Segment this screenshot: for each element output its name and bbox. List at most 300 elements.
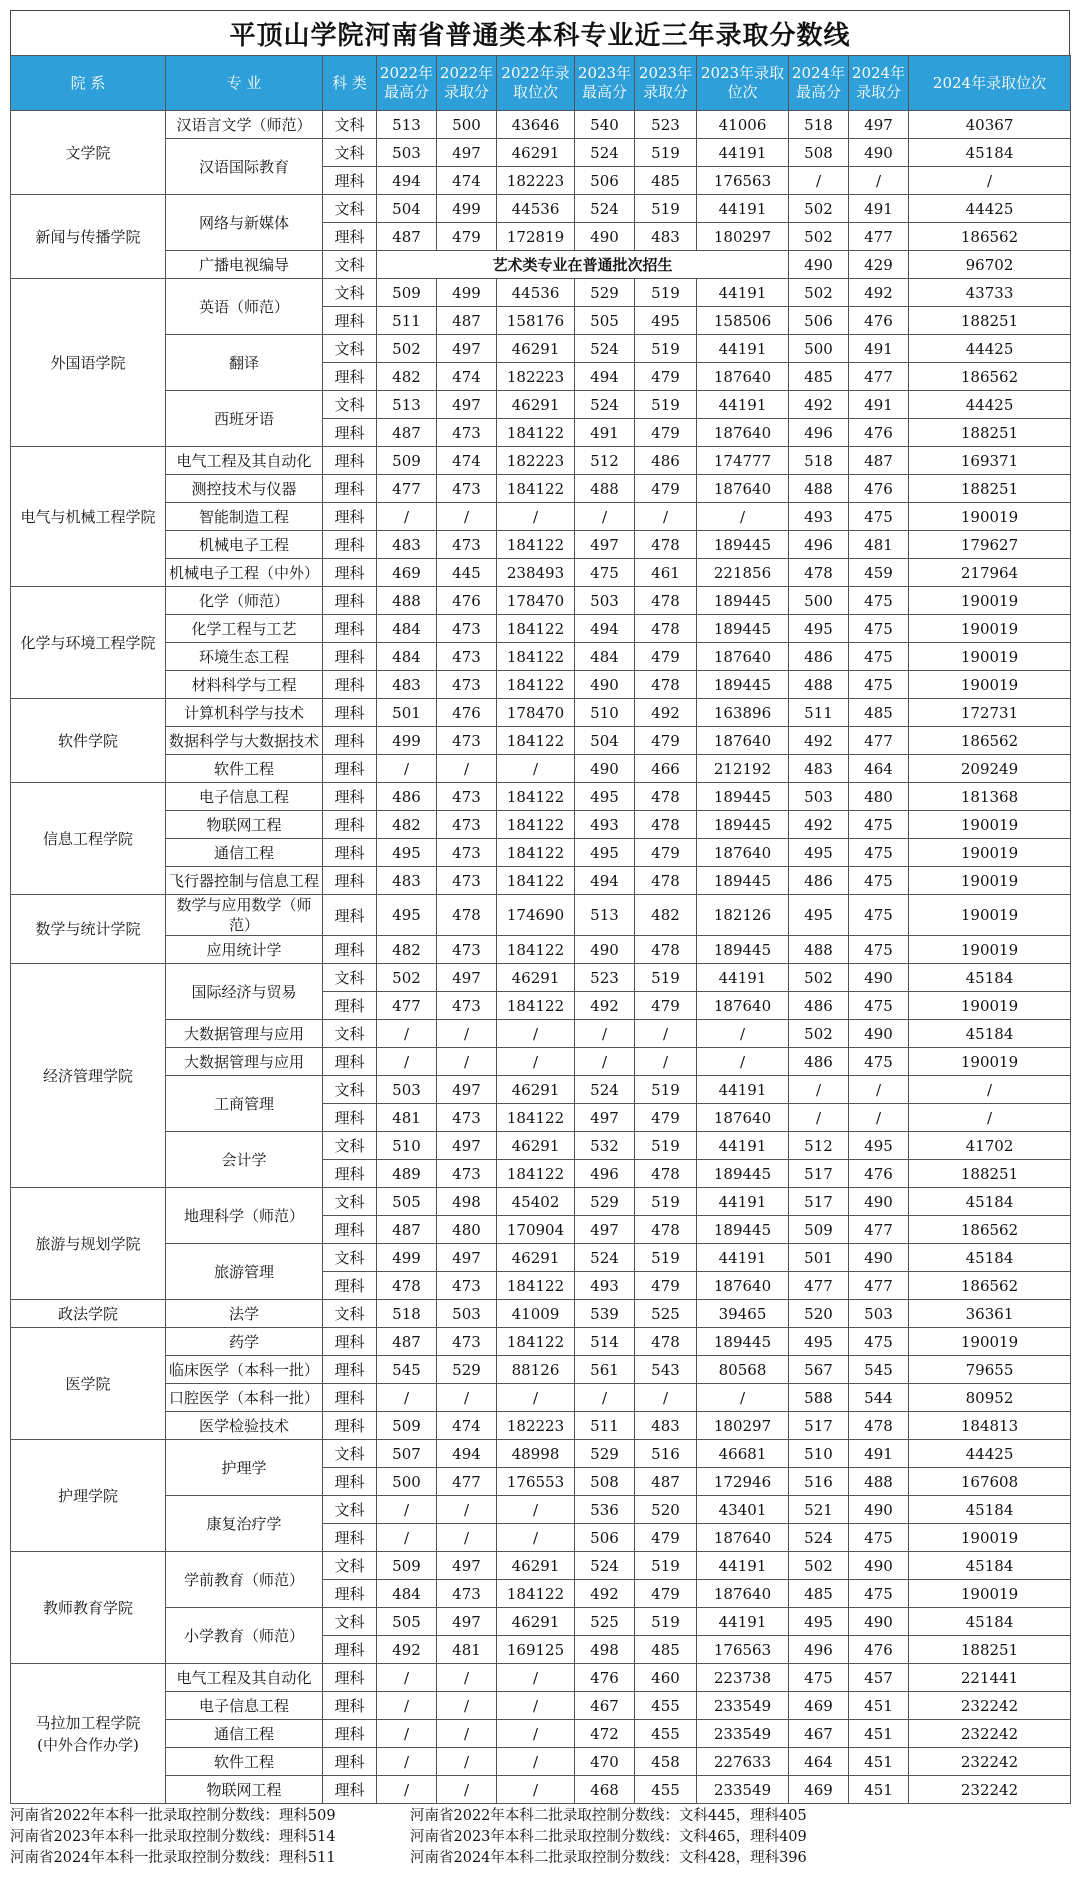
- rank-2024-cell: 45184: [909, 1020, 1071, 1048]
- rank-2023-cell: 182126: [697, 895, 789, 936]
- rank-2022-cell: /: [497, 1748, 575, 1776]
- score-2022-cell: 473: [437, 475, 497, 503]
- rank-2022-cell: 184122: [497, 992, 575, 1020]
- score-2024-cell: 545: [849, 1356, 909, 1384]
- rank-2023-cell: 223738: [697, 1664, 789, 1692]
- rank-2022-cell: 46291: [497, 1552, 575, 1580]
- table-row: [11, 1692, 1071, 1720]
- category-cell: 文科: [323, 139, 377, 167]
- max-2024-cell: 506: [789, 307, 849, 335]
- score-2022-cell: 497: [437, 964, 497, 992]
- rank-2022-cell: 184122: [497, 475, 575, 503]
- score-2023-cell: 478: [635, 615, 697, 643]
- rank-2023-cell: 41006: [697, 111, 789, 139]
- category-cell: 理科: [323, 1048, 377, 1076]
- max-2023-cell: 493: [575, 811, 635, 839]
- category-cell: 理科: [323, 1692, 377, 1720]
- major-cell: 会计学: [166, 1132, 323, 1188]
- rank-2024-cell: 188251: [909, 419, 1071, 447]
- category-cell: 文科: [323, 195, 377, 223]
- table-row: [11, 755, 1071, 783]
- rank-2024-cell: 186562: [909, 1272, 1071, 1300]
- category-cell: 文科: [323, 964, 377, 992]
- rank-2022-cell: /: [497, 1496, 575, 1524]
- category-cell: 理科: [323, 671, 377, 699]
- header-2022-score: 2022年录取分: [437, 56, 497, 111]
- rank-2023-cell: 80568: [697, 1356, 789, 1384]
- score-2024-cell: 475: [849, 1524, 909, 1552]
- major-cell: 广播电视编导: [166, 251, 323, 279]
- major-cell: 汉语言文学（师范）: [166, 111, 323, 139]
- score-2024-cell: 476: [849, 475, 909, 503]
- score-2022-cell: /: [437, 1524, 497, 1552]
- major-cell: 医学检验技术: [166, 1412, 323, 1440]
- score-2024-cell: 481: [849, 531, 909, 559]
- rank-2022-cell: 182223: [497, 1412, 575, 1440]
- rank-2023-cell: 189445: [697, 811, 789, 839]
- rank-2023-cell: 189445: [697, 1160, 789, 1188]
- category-cell: 理科: [323, 727, 377, 755]
- major-cell: 西班牙语: [166, 391, 323, 447]
- score-2024-cell: 485: [849, 699, 909, 727]
- score-2022-cell: 474: [437, 447, 497, 475]
- max-2022-cell: 499: [377, 1244, 437, 1272]
- score-2024-cell: 475: [849, 587, 909, 615]
- max-2022-cell: /: [377, 1524, 437, 1552]
- table-row: [11, 251, 1071, 279]
- max-2023-cell: 508: [575, 1468, 635, 1496]
- max-2024-cell: 524: [789, 1524, 849, 1552]
- score-2022-cell: 473: [437, 811, 497, 839]
- table-row: [11, 1300, 1071, 1328]
- max-2022-cell: 484: [377, 643, 437, 671]
- max-2022-cell: 505: [377, 1188, 437, 1216]
- score-2023-cell: 519: [635, 1132, 697, 1160]
- score-2024-cell: 488: [849, 1468, 909, 1496]
- max-2023-cell: 529: [575, 1440, 635, 1468]
- rank-2024-cell: 232242: [909, 1776, 1071, 1804]
- table-row: [11, 895, 1071, 936]
- rank-2023-cell: 187640: [697, 1580, 789, 1608]
- max-2022-cell: 513: [377, 111, 437, 139]
- category-cell: 理科: [323, 895, 377, 936]
- score-2024-cell: 475: [849, 867, 909, 895]
- table-row: [11, 1244, 1071, 1272]
- max-2023-cell: /: [575, 503, 635, 531]
- category-cell: 理科: [323, 307, 377, 335]
- max-2023-cell: 525: [575, 1608, 635, 1636]
- rank-2024-cell: 232242: [909, 1748, 1071, 1776]
- score-2023-cell: 461: [635, 559, 697, 587]
- header-2022-max: 2022年最高分: [377, 56, 437, 111]
- max-2022-cell: 487: [377, 223, 437, 251]
- category-cell: 理科: [323, 587, 377, 615]
- college-cell: 新闻与传播学院: [11, 195, 166, 279]
- major-cell: 电气工程及其自动化: [166, 1664, 323, 1692]
- max-2022-cell: /: [377, 1384, 437, 1412]
- max-2023-cell: 495: [575, 839, 635, 867]
- college-cell: 护理学院: [11, 1440, 166, 1552]
- max-2022-cell: 486: [377, 783, 437, 811]
- max-2022-cell: 511: [377, 307, 437, 335]
- score-2024-cell: 491: [849, 195, 909, 223]
- rank-2024-cell: 188251: [909, 1160, 1071, 1188]
- rank-2022-cell: /: [497, 755, 575, 783]
- score-2024-cell: 490: [849, 1608, 909, 1636]
- max-2023-cell: 524: [575, 391, 635, 419]
- max-2022-cell: 477: [377, 475, 437, 503]
- max-2024-cell: 467: [789, 1720, 849, 1748]
- max-2024-cell: 485: [789, 1580, 849, 1608]
- max-2023-cell: 498: [575, 1636, 635, 1664]
- max-2022-cell: 509: [377, 1412, 437, 1440]
- major-cell: 机械电子工程（中外）: [166, 559, 323, 587]
- major-cell: 通信工程: [166, 1720, 323, 1748]
- score-2024-cell: 491: [849, 335, 909, 363]
- rank-2023-cell: 189445: [697, 587, 789, 615]
- rank-2024-cell: 167608: [909, 1468, 1071, 1496]
- max-2023-cell: 514: [575, 1328, 635, 1356]
- rank-2022-cell: 184122: [497, 1160, 575, 1188]
- score-2024-cell: 475: [849, 1328, 909, 1356]
- max-2023-cell: 536: [575, 1496, 635, 1524]
- rank-2022-cell: 184122: [497, 671, 575, 699]
- major-cell: 汉语国际教育: [166, 139, 323, 195]
- rank-2022-cell: 176553: [497, 1468, 575, 1496]
- max-2022-cell: 503: [377, 139, 437, 167]
- max-2022-cell: /: [377, 1692, 437, 1720]
- category-cell: 理科: [323, 1636, 377, 1664]
- category-cell: 理科: [323, 1356, 377, 1384]
- major-cell: 化学工程与工艺: [166, 615, 323, 643]
- college-cell: 医学院: [11, 1328, 166, 1440]
- rank-2022-cell: /: [497, 503, 575, 531]
- score-2022-cell: 487: [437, 307, 497, 335]
- rank-2022-cell: 44536: [497, 279, 575, 307]
- max-2024-cell: 502: [789, 1020, 849, 1048]
- score-2024-cell: 490: [849, 139, 909, 167]
- major-cell: 护理学: [166, 1440, 323, 1496]
- score-2024-cell: 477: [849, 223, 909, 251]
- rank-2024-cell: /: [909, 1104, 1071, 1132]
- table-row: [11, 1188, 1071, 1216]
- max-2023-cell: 497: [575, 531, 635, 559]
- max-2023-cell: 472: [575, 1720, 635, 1748]
- max-2024-cell: 510: [789, 1440, 849, 1468]
- category-cell: 理科: [323, 223, 377, 251]
- rank-2023-cell: 174777: [697, 447, 789, 475]
- rank-2024-cell: 43733: [909, 279, 1071, 307]
- header-2024-rank: 2024年录取位次: [909, 56, 1071, 111]
- score-2023-cell: 519: [635, 391, 697, 419]
- score-2023-cell: 492: [635, 699, 697, 727]
- major-cell: 软件工程: [166, 1748, 323, 1776]
- max-2023-cell: 497: [575, 1216, 635, 1244]
- college-cell: 文学院: [11, 111, 166, 195]
- table-row: [11, 111, 1071, 139]
- score-2022-cell: 473: [437, 531, 497, 559]
- rank-2023-cell: /: [697, 1384, 789, 1412]
- category-cell: 文科: [323, 1188, 377, 1216]
- major-cell: 法学: [166, 1300, 323, 1328]
- max-2022-cell: 487: [377, 1216, 437, 1244]
- max-2022-cell: 494: [377, 167, 437, 195]
- major-cell: 物联网工程: [166, 1776, 323, 1804]
- max-2023-cell: 467: [575, 1692, 635, 1720]
- college-cell: 政法学院: [11, 1300, 166, 1328]
- max-2024-cell: 488: [789, 936, 849, 964]
- rank-2024-cell: 36361: [909, 1300, 1071, 1328]
- major-cell: 数据科学与大数据技术: [166, 727, 323, 755]
- score-2022-cell: /: [437, 1020, 497, 1048]
- max-2023-cell: 524: [575, 335, 635, 363]
- score-2024-cell: 490: [849, 1020, 909, 1048]
- max-2024-cell: 500: [789, 335, 849, 363]
- rank-2023-cell: 187640: [697, 839, 789, 867]
- score-2022-cell: 480: [437, 1216, 497, 1244]
- note-second-batch: 河南省2022年本科二批录取控制分数线：文科445，理科405: [410, 1808, 807, 1824]
- score-2024-cell: /: [849, 1104, 909, 1132]
- score-2022-cell: /: [437, 1664, 497, 1692]
- score-2024-cell: 476: [849, 1636, 909, 1664]
- rank-2024-cell: 186562: [909, 363, 1071, 391]
- score-2022-cell: 473: [437, 867, 497, 895]
- college-cell: 化学与环境工程学院: [11, 587, 166, 699]
- rank-2023-cell: 44191: [697, 1132, 789, 1160]
- rank-2022-cell: 184122: [497, 783, 575, 811]
- college-cell: 信息工程学院: [11, 783, 166, 895]
- major-cell: 临床医学（本科一批）: [166, 1356, 323, 1384]
- rank-2023-cell: 189445: [697, 936, 789, 964]
- rank-2024-cell: 190019: [909, 811, 1071, 839]
- rank-2023-cell: 187640: [697, 643, 789, 671]
- max-2022-cell: 487: [377, 1328, 437, 1356]
- score-2023-cell: 455: [635, 1776, 697, 1804]
- category-cell: 理科: [323, 1160, 377, 1188]
- score-2022-cell: 473: [437, 727, 497, 755]
- score-2023-cell: 458: [635, 1748, 697, 1776]
- score-2022-cell: 497: [437, 139, 497, 167]
- category-cell: 文科: [323, 279, 377, 307]
- max-2023-cell: 490: [575, 671, 635, 699]
- category-cell: 理科: [323, 1580, 377, 1608]
- note-row: [10, 1827, 1070, 1848]
- rank-2022-cell: 88126: [497, 1356, 575, 1384]
- table-row: [11, 279, 1071, 307]
- page-title: 平顶山学院河南省普通类本科专业近三年录取分数线: [10, 10, 1070, 55]
- rank-2022-cell: 184122: [497, 643, 575, 671]
- major-cell: 药学: [166, 1328, 323, 1356]
- score-2024-cell: 475: [849, 992, 909, 1020]
- max-2022-cell: 502: [377, 964, 437, 992]
- max-2022-cell: 505: [377, 1608, 437, 1636]
- max-2024-cell: 495: [789, 1608, 849, 1636]
- table-row: [11, 1384, 1071, 1412]
- max-2022-cell: /: [377, 755, 437, 783]
- rank-2024-cell: /: [909, 167, 1071, 195]
- score-2023-cell: 460: [635, 1664, 697, 1692]
- rank-2024-cell: 188251: [909, 1636, 1071, 1664]
- rank-2022-cell: 158176: [497, 307, 575, 335]
- rank-2022-cell: 184122: [497, 727, 575, 755]
- rank-2024-cell: 169371: [909, 447, 1071, 475]
- category-cell: 理科: [323, 363, 377, 391]
- max-2024-cell: 496: [789, 1636, 849, 1664]
- score-2023-cell: 478: [635, 811, 697, 839]
- header-major: 专 业: [166, 56, 323, 111]
- rank-2023-cell: 233549: [697, 1776, 789, 1804]
- rank-2023-cell: 163896: [697, 699, 789, 727]
- score-2024-cell: 495: [849, 1132, 909, 1160]
- category-cell: 理科: [323, 615, 377, 643]
- score-2024-cell: 459: [849, 559, 909, 587]
- major-cell: 地理科学（师范）: [166, 1188, 323, 1244]
- max-2023-cell: 492: [575, 1580, 635, 1608]
- max-2022-cell: 504: [377, 195, 437, 223]
- note-first-batch: 河南省2022年本科一批录取控制分数线：理科509: [10, 1808, 336, 1824]
- note-row: [10, 1848, 1070, 1869]
- max-2022-cell: /: [377, 1720, 437, 1748]
- max-2022-cell: 495: [377, 895, 437, 936]
- max-2024-cell: 493: [789, 503, 849, 531]
- max-2024-cell: 478: [789, 559, 849, 587]
- college-cell: 旅游与规划学院: [11, 1188, 166, 1300]
- score-2023-cell: 479: [635, 1272, 697, 1300]
- major-cell: 国际经济与贸易: [166, 964, 323, 1020]
- score-2024-cell: 477: [849, 727, 909, 755]
- rank-2023-cell: 233549: [697, 1692, 789, 1720]
- major-cell: 电子信息工程: [166, 1692, 323, 1720]
- category-cell: 文科: [323, 1440, 377, 1468]
- category-cell: 文科: [323, 1608, 377, 1636]
- score-2023-cell: /: [635, 1020, 697, 1048]
- score-2023-cell: 495: [635, 307, 697, 335]
- rank-2023-cell: 189445: [697, 783, 789, 811]
- table-row: [11, 1076, 1071, 1104]
- score-2022-cell: 473: [437, 419, 497, 447]
- max-2022-cell: 509: [377, 447, 437, 475]
- rank-2023-cell: 39465: [697, 1300, 789, 1328]
- rank-2022-cell: 170904: [497, 1216, 575, 1244]
- max-2023-cell: 506: [575, 1524, 635, 1552]
- major-cell: 小学教育（师范）: [166, 1608, 323, 1664]
- score-2022-cell: 497: [437, 335, 497, 363]
- score-2022-cell: /: [437, 1496, 497, 1524]
- score-2023-cell: 487: [635, 1468, 697, 1496]
- score-2023-cell: 478: [635, 1328, 697, 1356]
- score-2022-cell: 478: [437, 895, 497, 936]
- table-row: [11, 1748, 1071, 1776]
- major-cell: 翻译: [166, 335, 323, 391]
- score-2022-cell: 473: [437, 992, 497, 1020]
- rank-2022-cell: 184122: [497, 811, 575, 839]
- max-2024-cell: 508: [789, 139, 849, 167]
- max-2024-cell: 469: [789, 1692, 849, 1720]
- score-2022-cell: /: [437, 1720, 497, 1748]
- score-2023-cell: 478: [635, 783, 697, 811]
- score-2022-cell: 481: [437, 1636, 497, 1664]
- score-2022-cell: 445: [437, 559, 497, 587]
- max-2023-cell: 512: [575, 447, 635, 475]
- max-2023-cell: 494: [575, 363, 635, 391]
- score-2024-cell: 475: [849, 503, 909, 531]
- rank-2024-cell: 45184: [909, 1188, 1071, 1216]
- score-2023-cell: 482: [635, 895, 697, 936]
- category-cell: 理科: [323, 643, 377, 671]
- rank-2024-cell: 45184: [909, 964, 1071, 992]
- rank-2022-cell: 46291: [497, 139, 575, 167]
- major-cell: 学前教育（师范）: [166, 1552, 323, 1608]
- max-2024-cell: 488: [789, 671, 849, 699]
- rank-2023-cell: 43401: [697, 1496, 789, 1524]
- category-cell: 理科: [323, 1664, 377, 1692]
- header-2022-rank: 2022年录取位次: [497, 56, 575, 111]
- score-2023-cell: 519: [635, 1552, 697, 1580]
- score-2024-cell: 475: [849, 1580, 909, 1608]
- rank-2022-cell: 184122: [497, 419, 575, 447]
- max-2023-cell: 493: [575, 1272, 635, 1300]
- rank-2024-cell: 221441: [909, 1664, 1071, 1692]
- score-2024-cell: 475: [849, 895, 909, 936]
- score-2023-cell: 519: [635, 1188, 697, 1216]
- max-2023-cell: 524: [575, 195, 635, 223]
- score-2023-cell: 543: [635, 1356, 697, 1384]
- max-2024-cell: 501: [789, 1244, 849, 1272]
- major-cell: 飞行器控制与信息工程: [166, 867, 323, 895]
- rank-2022-cell: /: [497, 1720, 575, 1748]
- category-cell: 理科: [323, 475, 377, 503]
- rank-2023-cell: 187640: [697, 475, 789, 503]
- rank-2023-cell: 44191: [697, 1608, 789, 1636]
- rank-2022-cell: 44536: [497, 195, 575, 223]
- rank-2022-cell: /: [497, 1020, 575, 1048]
- rank-2022-cell: 182223: [497, 363, 575, 391]
- rank-2024-cell: 44425: [909, 335, 1071, 363]
- rank-2024-cell: 45184: [909, 1608, 1071, 1636]
- table-row: [11, 839, 1071, 867]
- score-2022-cell: 473: [437, 1272, 497, 1300]
- major-cell: 材料科学与工程: [166, 671, 323, 699]
- rank-2023-cell: /: [697, 1048, 789, 1076]
- max-2022-cell: 492: [377, 1636, 437, 1664]
- table-row: [11, 139, 1071, 167]
- max-2022-cell: 488: [377, 587, 437, 615]
- rank-2024-cell: 188251: [909, 307, 1071, 335]
- score-2023-cell: 455: [635, 1720, 697, 1748]
- max-2022-cell: /: [377, 503, 437, 531]
- major-cell: 计算机科学与技术: [166, 699, 323, 727]
- rank-2022-cell: 184122: [497, 936, 575, 964]
- score-2023-cell: 520: [635, 1496, 697, 1524]
- header-2023-rank: 2023年录取位次: [697, 56, 789, 111]
- score-2024-cell: 475: [849, 671, 909, 699]
- major-cell: 大数据管理与应用: [166, 1020, 323, 1048]
- rank-2022-cell: 169125: [497, 1636, 575, 1664]
- rank-2024-cell: 45184: [909, 139, 1071, 167]
- score-2022-cell: 474: [437, 363, 497, 391]
- rank-2022-cell: 182223: [497, 447, 575, 475]
- score-2023-cell: 479: [635, 1524, 697, 1552]
- max-2023-cell: 476: [575, 1664, 635, 1692]
- score-2024-cell: 497: [849, 111, 909, 139]
- score-2024-cell: 478: [849, 1412, 909, 1440]
- rank-2023-cell: 189445: [697, 867, 789, 895]
- score-2022-cell: 476: [437, 699, 497, 727]
- max-2024-cell: 512: [789, 1132, 849, 1160]
- max-2023-cell: 505: [575, 307, 635, 335]
- score-2023-cell: 519: [635, 1076, 697, 1104]
- table-row: [11, 727, 1071, 755]
